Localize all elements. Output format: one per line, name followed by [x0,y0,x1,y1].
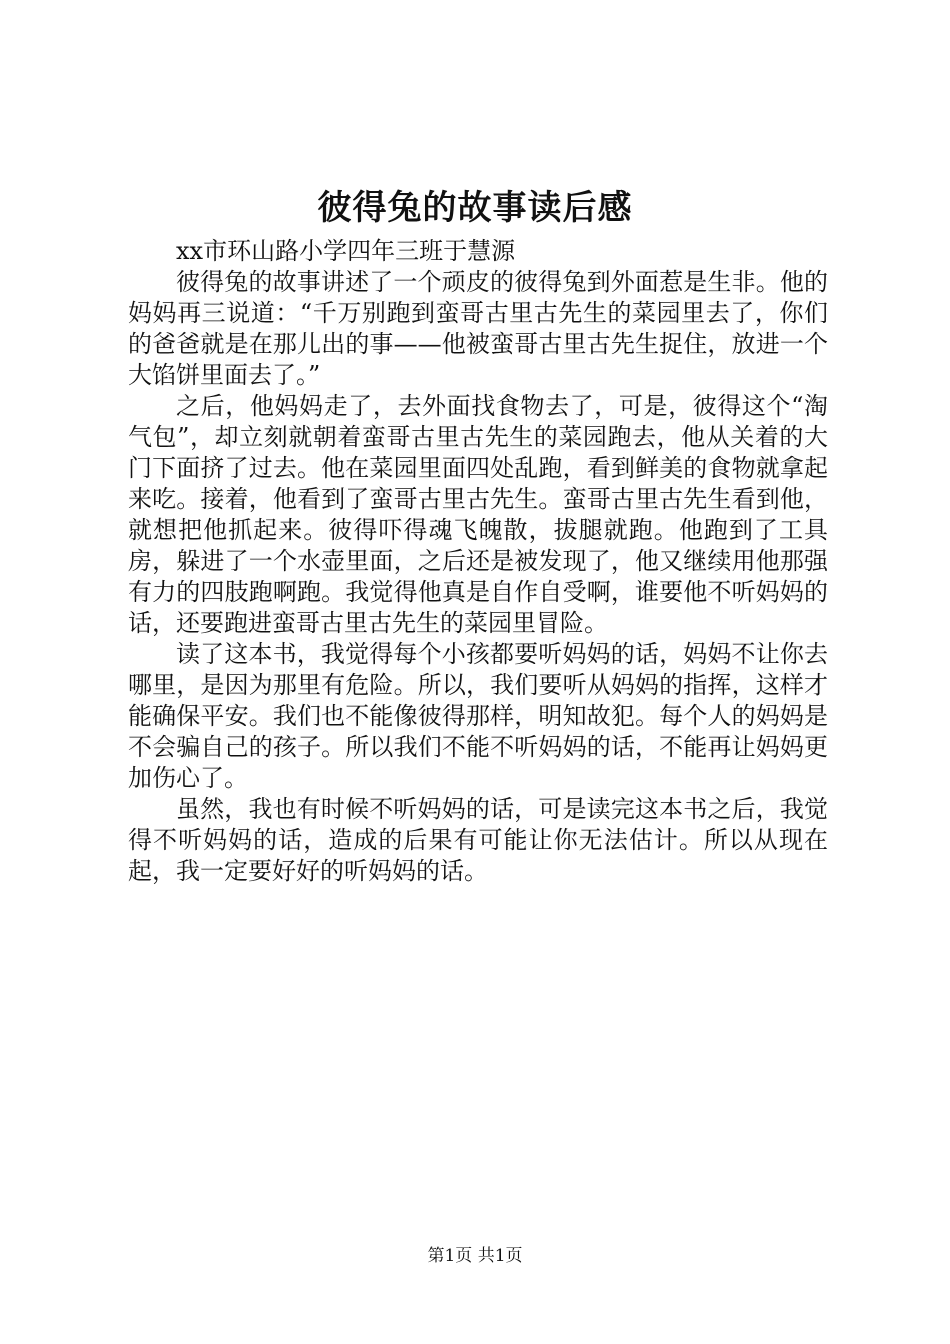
paragraph-3: 读了这本书，我觉得每个小孩都要听妈妈的话，妈妈不让你去哪里，是因为那里有危险。所以，我们要听从妈妈的指挥，这样才能确保平安。我们也不能像彼得那样，明知故犯。每个人的妈妈是不会骗自己的孩子。所以我们不能不听妈妈的话，不能再让妈妈更加伤心了。 [128,640,828,792]
paragraph-2: 之后，他妈妈走了，去外面找食物去了，可是，彼得这个“淘气包”，却立刻就朝着蛮哥古里古先生的菜园跑去，他从关着的大门下面挤了过去。他在菜园里面四处乱跑，看到鲜美的食物就拿起来吃。接着，他看到了蛮哥古里古先生。蛮哥古里古先生看到他，就想把他抓起来。彼得吓得魂飞魄散，拔腿就跑。他跑到了工具房，躲进了一个水壶里面，之后还是被发现了，他又继续用他那强有力的四肢跑啊跑。我觉得他真是自作自受啊，谁要他不听妈妈的话，还要跑进蛮哥古里古先生的菜园里冒险。 [128,392,828,637]
author-line: xx市环山路小学四年三班于慧源 [176,237,516,265]
paragraph-4: 虽然，我也有时候不听妈妈的话，可是读完这本书之后，我觉得不听妈妈的话，造成的后果有可能让你无法估计。所以从现在起，我一定要好好的听妈妈的话。 [128,795,828,885]
document-title: 彼得兔的故事读后感 [317,188,633,228]
page-footer: 第1页 共1页 [427,1246,523,1266]
paragraph-1: 彼得兔的故事讲述了一个顽皮的彼得兔到外面惹是生非。他的妈妈再三说道：“千万别跑到蛮哥古里古先生的菜园里去了，你们的爸爸就是在那儿出的事——他被蛮哥古里古先生捉住，放进一个大馅饼里面去了。” [128,268,828,389]
document-body [128,236,828,887]
